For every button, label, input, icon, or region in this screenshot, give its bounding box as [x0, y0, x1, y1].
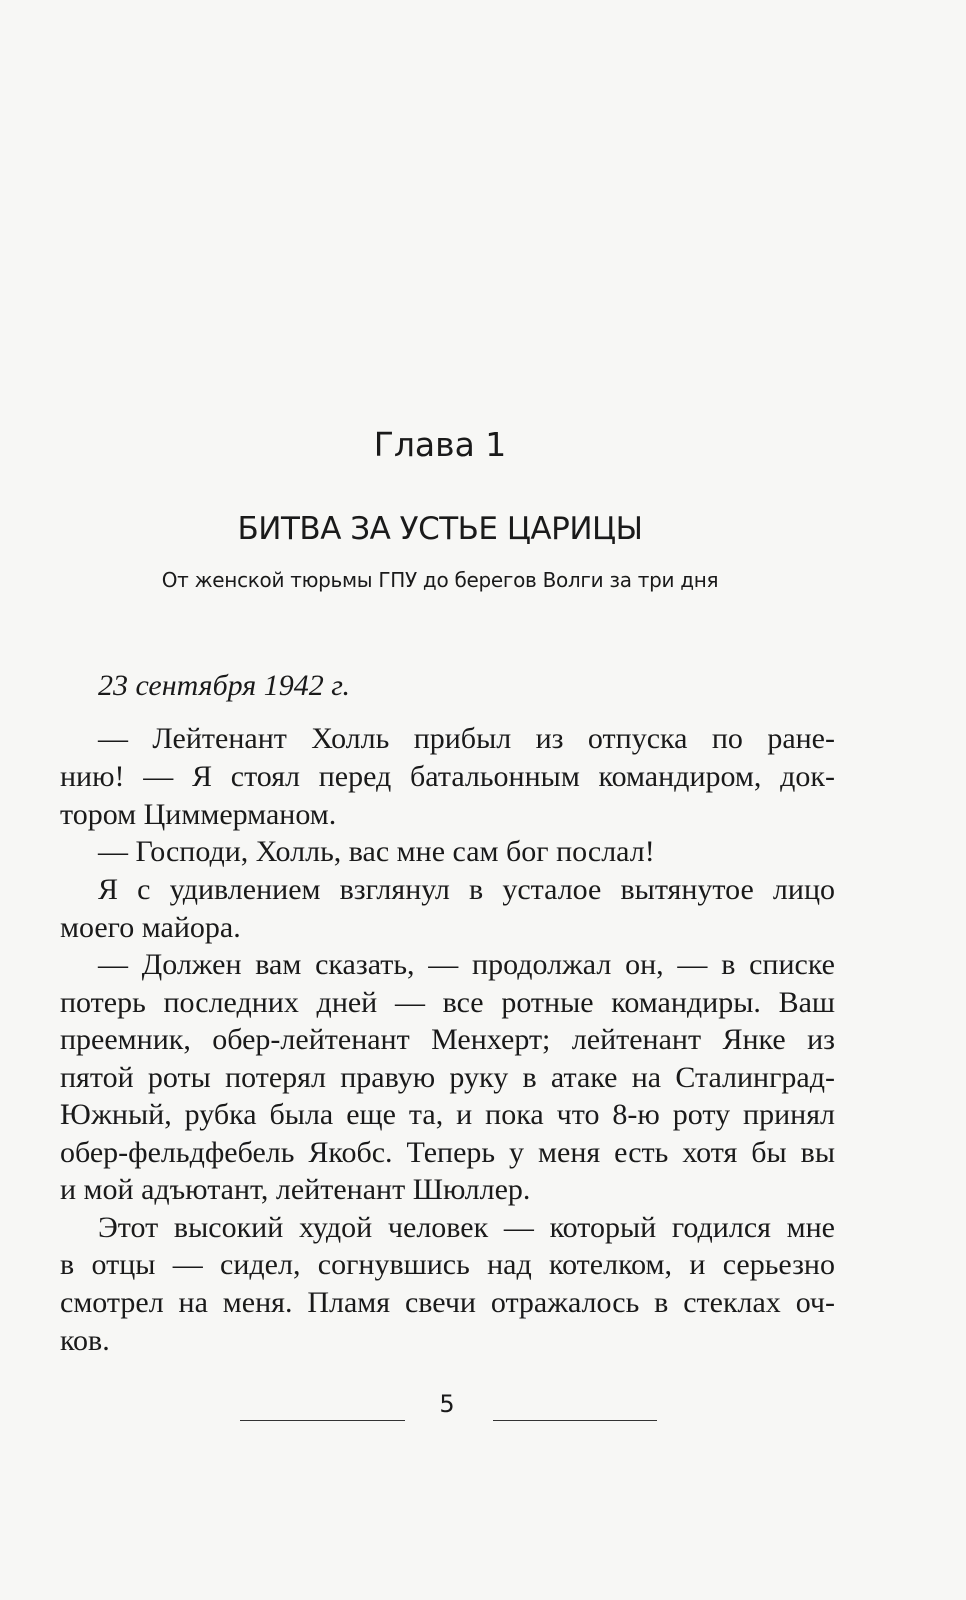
- text-line: — Лейтенант Холль прибыл из отпуска по ране-: [98, 722, 835, 755]
- text-line: и мой адъютант, лейтенант Шюллер.: [60, 1173, 531, 1206]
- footer-rule-right: [493, 1420, 657, 1421]
- text-line: потерь последних дней — все ротные командиры. Ваш: [60, 986, 835, 1019]
- text-line: в отцы — сидел, согнувшись над котелком, и серьезно: [60, 1248, 835, 1281]
- text-line: Южный, рубка была еще та, и пока что 8-ю роту принял: [60, 1098, 835, 1131]
- text-line: Я с удивлением взглянул в усталое вытянутое лицо: [98, 873, 835, 906]
- chapter-subtitle: От женской тюрьмы ГПУ до берегов Волги за три дня: [161, 568, 719, 592]
- chapter-number: Глава 1: [373, 425, 507, 464]
- text-line: нию! — Я стоял перед батальонным командиром, док-: [60, 760, 835, 793]
- text-line: Этот высокий худой человек — который годился мне: [98, 1211, 835, 1244]
- text-line: — Господи, Холль, вас мне сам бог послал!: [98, 835, 655, 868]
- chapter-title: БИТВА ЗА УСТЬЕ ЦАРИЦЫ: [237, 511, 643, 547]
- text-line: преемник, обер-лейтенант Менхерт; лейтенант Янке из: [60, 1023, 835, 1056]
- date-line: 23 сентября 1942 г.: [98, 669, 351, 702]
- page-number: 5: [439, 1390, 455, 1418]
- text-line: ков.: [60, 1324, 110, 1357]
- footer-rule-left: [240, 1420, 405, 1421]
- text-line: обер-фельдфебель Якобс. Теперь у меня есть хотя бы вы: [60, 1136, 835, 1169]
- text-line: моего майора.: [60, 911, 241, 944]
- text-line: — Должен вам сказать, — продолжал он, — в списке: [98, 948, 835, 981]
- text-line: смотрел на меня. Пламя свечи отражалось в стеклах оч-: [60, 1286, 835, 1319]
- text-line: пятой роты потерял правую руку в атаке на Сталинград-: [60, 1061, 835, 1094]
- text-line: тором Циммерманом.: [60, 798, 337, 831]
